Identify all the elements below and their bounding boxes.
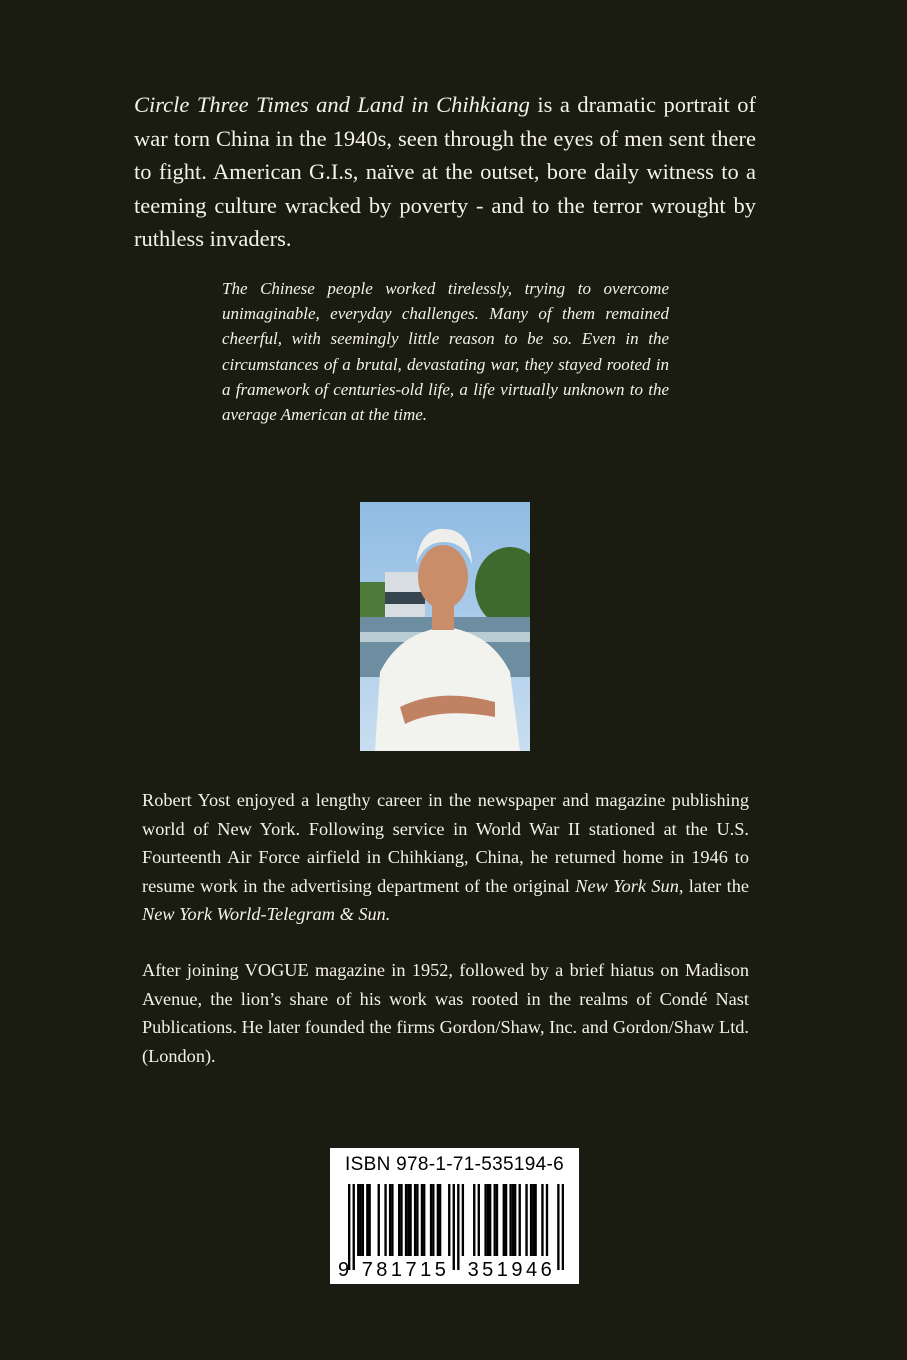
author-bio-paragraph-2: After joining VOGUE magazine in 1952, followed by a brief hiatus on Madison Avenue, the lion’s share of his work was rooted in the realms of Condé Nast Publications. He later founded the firms Gordon/Shaw, Inc. and Gordon/Shaw Ltd. (London). <box>142 960 749 1066</box>
barcode-bar <box>462 1184 464 1256</box>
bio-text: Robert Yost enjoyed a lengthy career in the newspaper and magazine publishing world of New York. Following service in World War II stationed at the U.S. Fourteenth Air Force airfield in Chihkiang, China, he returned home in 1946 to resume work in the advertising department of the original <box>142 790 749 896</box>
barcode-bar <box>400 1184 402 1256</box>
barcode-bar <box>484 1184 486 1256</box>
author-bio-paragraph-1 <box>142 786 749 929</box>
barcode-bar <box>407 1184 409 1256</box>
barcode-bar <box>421 1184 423 1256</box>
ean-digits <box>338 1259 569 1282</box>
barcode-bar <box>378 1184 380 1256</box>
barcode-bar <box>391 1184 393 1256</box>
barcode-bar <box>353 1184 355 1270</box>
barcode-bar <box>496 1184 498 1256</box>
barcode-bar <box>437 1184 439 1256</box>
barcode-bar <box>562 1184 564 1270</box>
barcode-bar <box>405 1184 407 1256</box>
barcode-bar <box>457 1184 459 1270</box>
barcode-bar <box>384 1184 386 1256</box>
barcode-bar <box>416 1184 418 1256</box>
barcode-bar <box>503 1184 505 1256</box>
barcode-bar <box>366 1184 368 1256</box>
barcode-bar <box>557 1184 559 1270</box>
barcode-bar <box>530 1184 532 1256</box>
book-blurb <box>134 88 756 256</box>
barcode-bar <box>453 1184 455 1270</box>
author-photo <box>360 502 530 751</box>
barcode-bars <box>348 1184 564 1270</box>
barcode-bar <box>534 1184 536 1256</box>
barcode-bar <box>357 1184 359 1256</box>
barcode-bar <box>541 1184 543 1256</box>
book-quote: The Chinese people worked tirelessly, trying to overcome unimaginable, everyday challenges. Many of them remained cheerful, with seemingly little reason to be so. Even in the circumstances of a brutal, devastating war, they stayed rooted in a framework of centuries-old life, a life virtually unknown to the average American at the time. <box>222 279 669 425</box>
barcode-bar <box>519 1184 521 1256</box>
newspaper-name: New York World-Telegram & Sun. <box>142 904 391 925</box>
barcode-bar <box>532 1184 534 1256</box>
barcode-bar <box>525 1184 527 1256</box>
isbn-barcode <box>330 1148 579 1284</box>
barcode-bar <box>509 1184 511 1256</box>
barcode-bar <box>432 1184 434 1256</box>
ean-first-digit: 9 <box>338 1259 353 1281</box>
barcode-bar <box>348 1184 350 1270</box>
blurb-text: is a dramatic portrait of war torn China in the 1940s, seen through the eyes of men sent there to fight. American G.I.s, naïve at the outset, bore daily witness to a teeming culture wracked by poverty - and to the terror wrought by ruthless invaders. <box>134 92 757 251</box>
barcode-bar <box>546 1184 548 1256</box>
book-title: Circle Three Times and Land in Chihkiang <box>134 92 530 117</box>
ean-right-digits: 351946 <box>467 1259 556 1281</box>
newspaper-name: New York Sun, <box>575 875 684 896</box>
barcode-bar <box>359 1184 361 1256</box>
barcode-bar <box>489 1184 491 1256</box>
bio-text: later the <box>683 875 749 896</box>
barcode-bar <box>473 1184 475 1256</box>
barcode-bar <box>414 1184 416 1256</box>
barcode-bar <box>494 1184 496 1256</box>
barcode-bar <box>368 1184 370 1256</box>
barcode-bar <box>512 1184 514 1256</box>
barcode-bar <box>362 1184 364 1256</box>
barcode-bar <box>514 1184 516 1256</box>
barcode-bar <box>423 1184 425 1256</box>
isbn-label: ISBN 978-1-71-535194-6 <box>345 1154 564 1175</box>
barcode-bar <box>439 1184 441 1256</box>
ean-left-digits: 781715 <box>361 1259 450 1281</box>
barcode-bar <box>448 1184 450 1256</box>
barcode-bar <box>505 1184 507 1256</box>
barcode-bar <box>398 1184 400 1256</box>
barcode-bar <box>430 1184 432 1256</box>
barcode-bar <box>389 1184 391 1256</box>
barcode-bar <box>487 1184 489 1256</box>
barcode-bar <box>478 1184 480 1256</box>
barcode-bar <box>409 1184 411 1256</box>
